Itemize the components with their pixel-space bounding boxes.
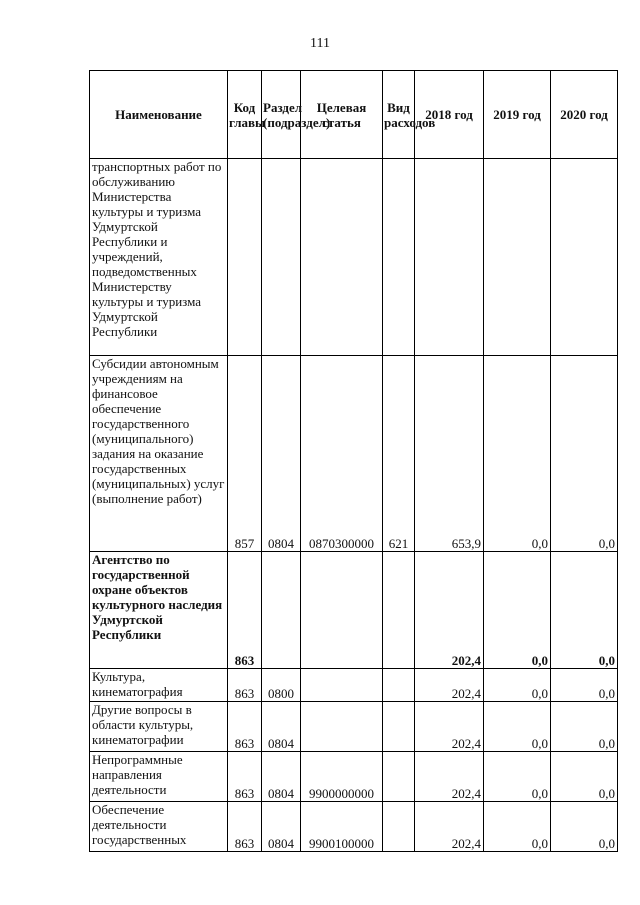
row-chapter: 857 bbox=[228, 356, 262, 552]
row-2018 bbox=[415, 159, 484, 356]
row-2019: 0,0 bbox=[484, 752, 551, 802]
header-type: Вид расходов bbox=[383, 71, 415, 159]
row-chapter: 863 bbox=[228, 552, 262, 669]
row-2018: 653,9 bbox=[415, 356, 484, 552]
row-name: Агентство по государственной охране объектов культурного наследия Удмуртской Республики bbox=[90, 552, 228, 669]
table-row bbox=[90, 159, 618, 356]
row-section: 0800 bbox=[262, 669, 301, 702]
table-row bbox=[90, 356, 618, 552]
row-section: 0804 bbox=[262, 356, 301, 552]
row-type bbox=[383, 752, 415, 802]
row-name: Обеспечение деятельности государственных bbox=[90, 802, 228, 852]
row-type bbox=[383, 702, 415, 752]
row-section bbox=[262, 552, 301, 669]
row-2020: 0,0 bbox=[551, 552, 618, 669]
row-2018: 202,4 bbox=[415, 802, 484, 852]
row-name: Непрограммные направления деятельности bbox=[90, 752, 228, 802]
header-2018: 2018 год bbox=[415, 71, 484, 159]
row-2020: 0,0 bbox=[551, 752, 618, 802]
table-row bbox=[90, 752, 618, 802]
header-2019: 2019 год bbox=[484, 71, 551, 159]
row-name: транспортных работ по обслуживанию Министерства культуры и туризма Удмуртской Республики и учреждений, подведомственных Министерству культуры и туризма Удмуртской Республики bbox=[90, 159, 228, 356]
row-2020: 0,0 bbox=[551, 669, 618, 702]
row-chapter: 863 bbox=[228, 669, 262, 702]
row-2019: 0,0 bbox=[484, 669, 551, 702]
row-2019 bbox=[484, 159, 551, 356]
row-2020 bbox=[551, 159, 618, 356]
page-number: 111 bbox=[310, 36, 330, 51]
table-header-row bbox=[90, 71, 618, 159]
row-section: 0804 bbox=[262, 702, 301, 752]
row-type bbox=[383, 552, 415, 669]
row-2018: 202,4 bbox=[415, 702, 484, 752]
row-target: 9900100000 bbox=[301, 802, 383, 852]
table-row bbox=[90, 802, 618, 852]
row-chapter: 863 bbox=[228, 752, 262, 802]
table-row bbox=[90, 702, 618, 752]
row-section: 0804 bbox=[262, 752, 301, 802]
row-chapter bbox=[228, 159, 262, 356]
row-2019: 0,0 bbox=[484, 552, 551, 669]
row-2020: 0,0 bbox=[551, 802, 618, 852]
row-2019: 0,0 bbox=[484, 702, 551, 752]
row-2019: 0,0 bbox=[484, 802, 551, 852]
budget-table bbox=[89, 70, 618, 852]
row-target bbox=[301, 159, 383, 356]
header-chapter: Код главы bbox=[228, 71, 262, 159]
row-section bbox=[262, 159, 301, 356]
row-section: 0804 bbox=[262, 802, 301, 852]
row-type bbox=[383, 802, 415, 852]
header-2020: 2020 год bbox=[551, 71, 618, 159]
row-chapter: 863 bbox=[228, 802, 262, 852]
table-row bbox=[90, 669, 618, 702]
header-target: Целевая статья bbox=[301, 71, 383, 159]
row-type bbox=[383, 159, 415, 356]
row-name: Культура, кинематография bbox=[90, 669, 228, 702]
row-2020: 0,0 bbox=[551, 702, 618, 752]
row-2020: 0,0 bbox=[551, 356, 618, 552]
row-2019: 0,0 bbox=[484, 356, 551, 552]
row-type: 621 bbox=[383, 356, 415, 552]
header-section: Раздел (подраздел) bbox=[262, 71, 301, 159]
row-2018: 202,4 bbox=[415, 752, 484, 802]
row-name: Субсидии автономным учреждениям на финансовое обеспечение государственного (муниципального) задания на оказание государственных (муниципальных) услуг (выполнение работ) bbox=[90, 356, 228, 552]
row-target bbox=[301, 669, 383, 702]
row-type bbox=[383, 669, 415, 702]
header-name: Наименование bbox=[90, 71, 228, 159]
row-chapter: 863 bbox=[228, 702, 262, 752]
row-2018: 202,4 bbox=[415, 669, 484, 702]
row-target: 9900000000 bbox=[301, 752, 383, 802]
row-target bbox=[301, 552, 383, 669]
row-target bbox=[301, 702, 383, 752]
row-name: Другие вопросы в области культуры, кинематографии bbox=[90, 702, 228, 752]
row-target: 0870300000 bbox=[301, 356, 383, 552]
table-row bbox=[90, 552, 618, 669]
row-2018: 202,4 bbox=[415, 552, 484, 669]
